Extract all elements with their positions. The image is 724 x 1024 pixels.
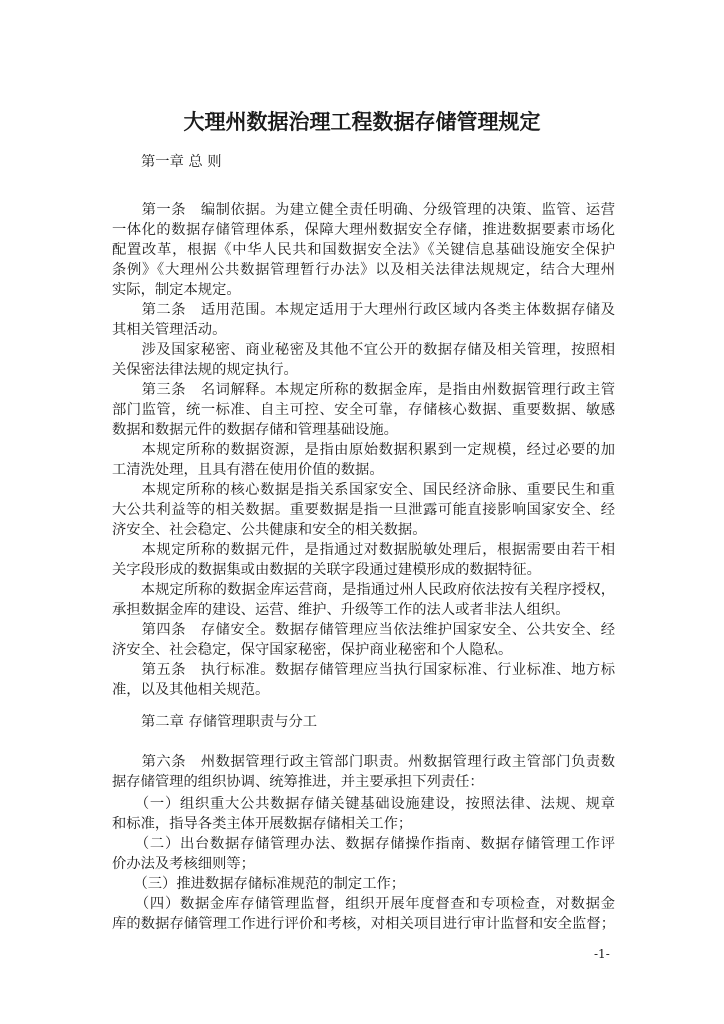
body-line: 数据和数据元件的数据存储和管理基础设施。 — [112, 422, 398, 438]
body-line: （二）出台数据存储管理办法、数据存储操作指南、数据存储管理工作评 — [112, 836, 615, 852]
body-line: （三）推进数据存储标准规范的制定工作； — [112, 876, 406, 892]
body-line: 工清洗处理，且具有潜在使用价值的数据。 — [112, 462, 384, 478]
body-line: 第五条 执行标准。数据存储管理应当执行国家标准、行业标准、地方标 — [112, 662, 615, 678]
body-line: 本规定所称的核心数据是指关系国家安全、国民经济命脉、重要民生和重 — [112, 482, 615, 498]
body-line: 济安全、社会稳定、公共健康和安全的相关数据。 — [112, 522, 427, 538]
body-line: 实际，制定本规定。 — [112, 282, 241, 298]
body-line: 条例》《大理州公共数据管理暂行办法》以及相关法律法规规定，结合大理州 — [112, 262, 615, 278]
body-line: 关保密法律法规的规定执行。 — [112, 362, 298, 378]
body-line: 关字段形成的数据集或由数据的关联字段通过建模形成的数据特征。 — [112, 562, 541, 578]
body-line: 本规定所称的数据金库运营商，是指通过州人民政府依法按有关程序授权， — [112, 582, 615, 598]
body-line: 其相关管理活动。 — [112, 322, 227, 338]
chapter-heading: 第二章 存储管理职责与分工 — [141, 714, 318, 730]
body-line: 第三条 名词解释。本规定所称的数据金库，是指由州数据管理行政主管 — [112, 382, 615, 398]
body-line: （一）组织重大公共数据存储关键基础设施建设，按照法律、法规、规章 — [112, 796, 615, 812]
body-line: （四）数据金库存储管理监督，组织开展年度督查和专项检查，对数据金 — [112, 896, 615, 912]
body-line: 和标准，指导各类主体开展数据存储相关工作； — [112, 816, 413, 832]
body-line: 大公共利益等的相关数据。重要数据是指一旦泄露可能直接影响国家安全、经 — [112, 502, 615, 518]
body-line: 据存储管理的组织协调、统筹推进，并主要承担下列责任： — [112, 774, 484, 790]
document-title: 大理州数据治理工程数据存储管理规定 — [183, 110, 541, 134]
body-line: 济安全、社会稳定，保守国家秘密，保护商业秘密和个人隐私。 — [112, 642, 513, 658]
body-line: 涉及国家秘密、商业秘密及其他不宜公开的数据存储及相关管理，按照相 — [112, 342, 615, 358]
body-line: 本规定所称的数据元件，是指通过对数据脱敏处理后，根据需要由若干相 — [112, 542, 615, 558]
body-line: 本规定所称的数据资源，是指由原始数据积累到一定规模，经过必要的加 — [112, 442, 615, 458]
body-line: 配置改革，根据《中华人民共和国数据安全法》《关键信息基础设施安全保护 — [112, 242, 615, 258]
body-line: 第一条 编制依据。为建立健全责任明确、分级管理的决策、监管、运营 — [112, 202, 615, 218]
body-line: 第二条 适用范围。本规定适用于大理州行政区域内各类主体数据存储及 — [112, 302, 615, 318]
body-line: 第四条 存储安全。数据存储管理应当依法维护国家安全、公共安全、经 — [112, 622, 615, 638]
body-line: 准，以及其他相关规范。 — [112, 682, 270, 698]
body-line: 部门监管，统一标准、自主可控、安全可靠，存储核心数据、重要数据、敏感 — [112, 402, 615, 418]
body-line: 一体化的数据存储管理体系，保障大理州数据安全存储，推进数据要素市场化 — [112, 222, 615, 238]
chapter-heading: 第一章 总 则 — [141, 154, 222, 170]
body-line: 第六条 州数据管理行政主管部门职责。州数据管理行政主管部门负责数 — [112, 754, 615, 770]
page-number: -1- — [594, 947, 610, 961]
body-line: 价办法及考核细则等； — [112, 856, 255, 872]
body-line: 库的数据存储管理工作进行评价和考核，对相关项目进行审计监督和安全监督； — [112, 916, 615, 932]
body-line: 承担数据金库的建设、运营、维护、升级等工作的法人或者非法人组织。 — [112, 602, 570, 618]
